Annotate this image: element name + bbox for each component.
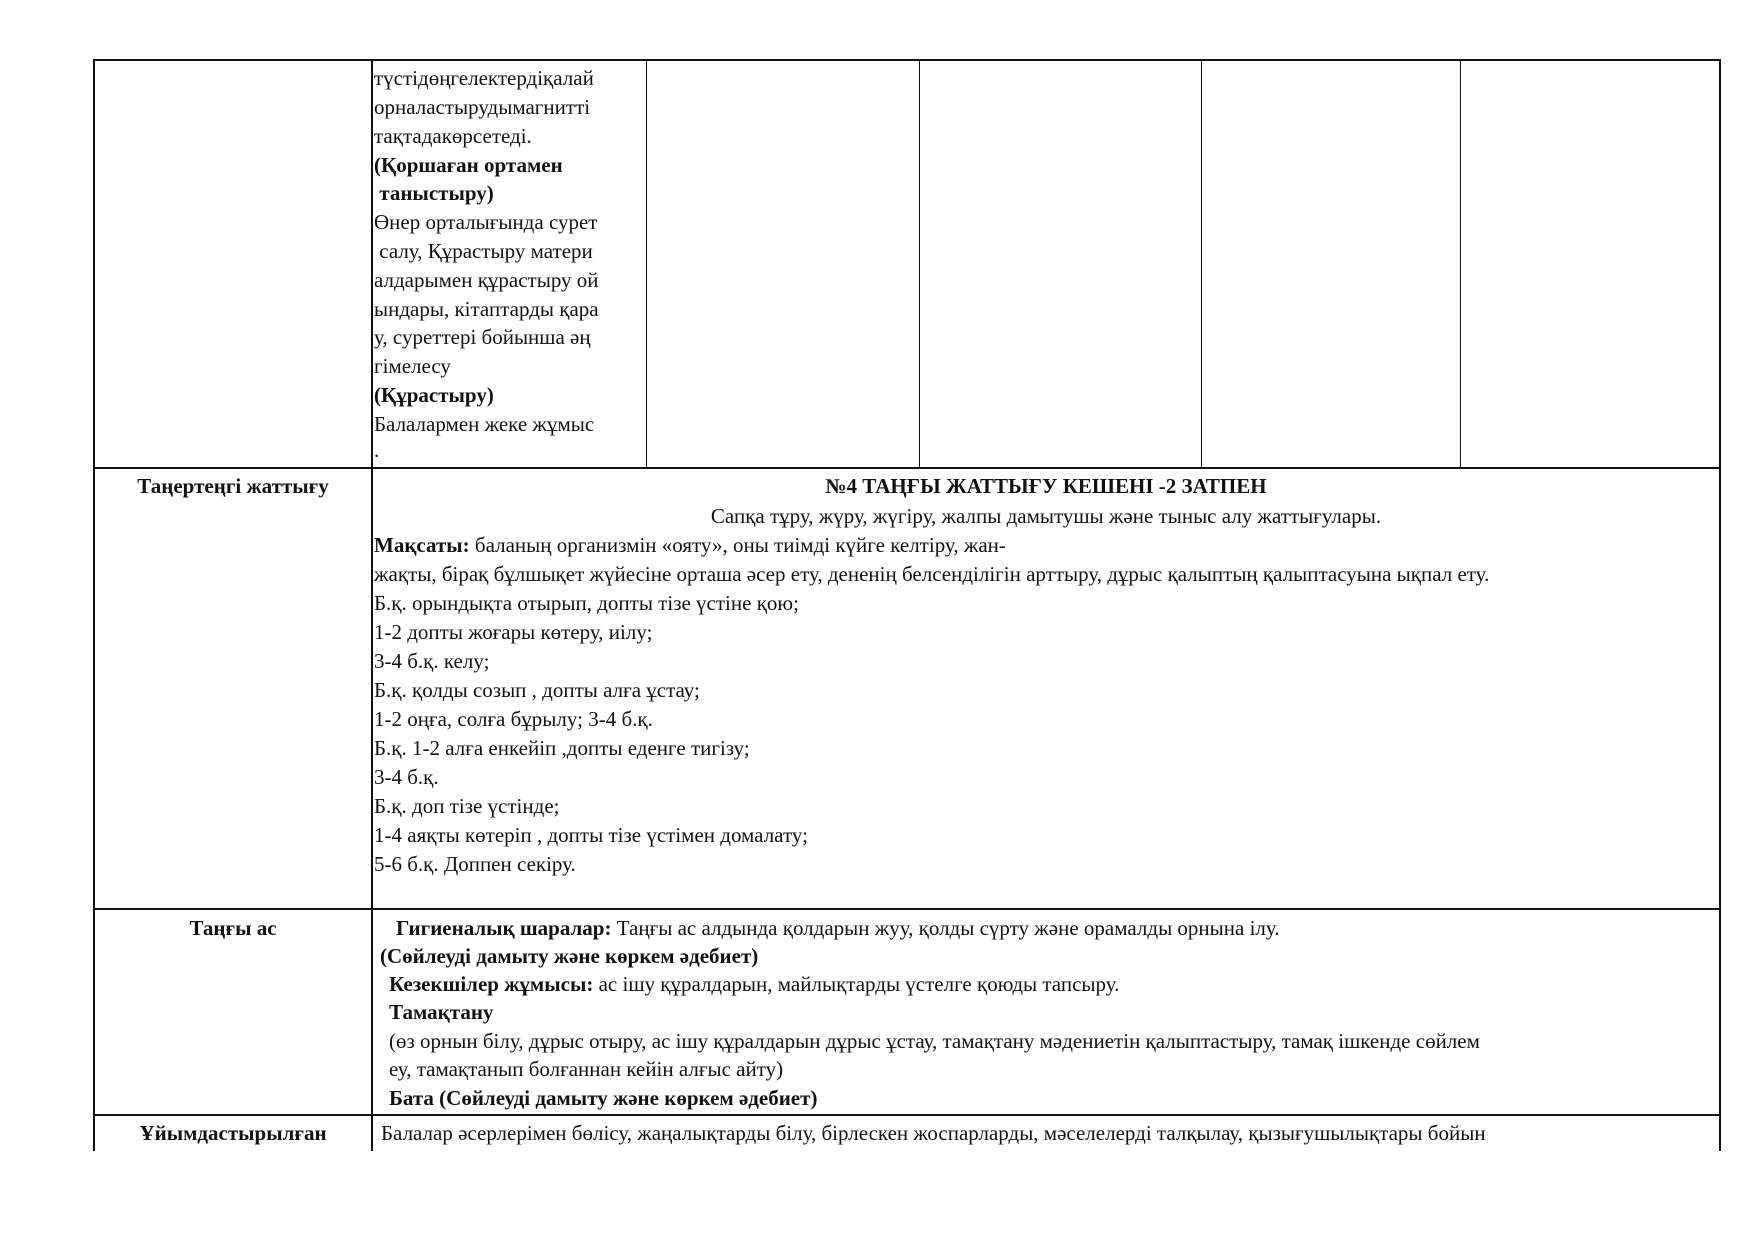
duty-text: ас ішу құралдарын, майлықтарды үстелге қоюды тапсыру. (593, 972, 1120, 996)
row1-line: алдарымен құрастыру ой (374, 268, 599, 292)
row3-eating-line1: (өз орнын білу, дұрыс отыру, ас ішу құралдарын дұрыс ұстау, тамақтану мәдениетін қалыптастыру, тамақ ішкенде сөйлем (389, 1029, 1480, 1053)
hygiene-label: Гигиеналық шаралар: (396, 916, 612, 940)
row1-line: Өнер орталығында сурет (374, 210, 598, 234)
goal-text: баланың организмін «ояту», оны тиімді күйге келтіру, жан- (469, 533, 1006, 557)
row3-hygiene (396, 914, 1280, 943)
exercise-step: 5-6 б.қ. Доппен секіру. (374, 852, 576, 876)
exercise-step: 3-4 б.қ. (374, 765, 439, 789)
row1-heading: (Қоршаған ортамен (374, 153, 563, 177)
row2-label: Таңертеңгі жаттығу (137, 474, 329, 498)
row3-eating-line2: еу, тамақтанып болғаннан кейін алғыс айту) (389, 1057, 784, 1081)
duty-label: Кезекшілер жұмысы: (389, 972, 594, 996)
hygiene-text: Таңғы ас алдында қолдарын жуу, қолды сүрту және орамалды орнына ілу. (611, 916, 1280, 940)
exercise-step: Б.қ. орындықта отырып, допты тізе үстіне қою; (374, 591, 799, 615)
table-top-border (93, 59, 1721, 61)
exercise-step: Б.қ. қолды созып , допты алға ұстау; (374, 678, 700, 702)
label-column-divider (371, 59, 373, 1151)
row1-line: ындары, кітаптарды қара (374, 297, 599, 321)
row1-line: түстідөңгелектердіқалай (374, 66, 594, 90)
row1-line: Балалармен жеке жұмыс (374, 412, 595, 436)
row3-label: Таңғы ас (189, 916, 277, 940)
row-divider-2 (93, 908, 1721, 910)
row1-line: . (374, 438, 380, 462)
row1-col-divider-2 (919, 59, 920, 468)
row1-heading: таныстыру) (374, 181, 494, 205)
exercise-step: 1-4 аяқты көтеріп , допты тізе үстімен домалату; (374, 823, 808, 847)
row2-goal-line2: жақты, бірақ бұлшықет жүйесіне орташа әсер ету, дененің белсенділігін арттыру, дұрыс қалыптың қалыптасуына ықпал ету. (374, 562, 1490, 586)
table-left-border (93, 59, 95, 1151)
exercise-step: 1-2 оңға, солға бұрылу; 3-4 б.қ. (374, 707, 653, 731)
table-right-border (1719, 59, 1721, 1151)
row1-col-divider-3 (1201, 59, 1202, 468)
row-divider-3 (93, 1114, 1721, 1116)
exercise-step: 3-4 б.қ. келу; (374, 649, 490, 673)
exercise-step: Б.қ. 1-2 алға енкейіп ,допты еденге тигізу; (374, 736, 750, 760)
exercise-step: Б.қ. доп тізе үстінде; (374, 794, 560, 818)
row-divider-1 (93, 467, 1721, 469)
row1-line: у, суреттері бойынша әң (374, 325, 591, 349)
row3-eating-label: Тамақтану (389, 1000, 494, 1024)
row4-label: Ұйымдастырылған (139, 1121, 327, 1145)
row3-speech: (Сөйлеуді дамыту және көркем әдебиет) (380, 944, 759, 968)
row1-line: гімелесу (374, 354, 451, 378)
row1-col-divider-1 (646, 59, 647, 468)
row2-subtitle: Сапқа тұру, жүру, жүгіру, жалпы дамытушы және тыныс алу жаттығулары. (710, 504, 1382, 528)
goal-label: Мақсаты: (374, 533, 470, 557)
row3-duty (389, 970, 1119, 999)
row1-heading: (Құрастыру) (374, 383, 494, 407)
row1-col-divider-4 (1460, 59, 1461, 468)
row1-line: орналастырудымагнитті (374, 95, 591, 119)
exercise-step: 1-2 допты жоғары көтеру, иілу; (374, 620, 653, 644)
row1-line: салу, Құрастыру матери (374, 239, 593, 263)
row3-bata: Бата (Сөйлеуді дамыту және көркем әдебиет) (389, 1086, 818, 1110)
row2-title: №4 ТАҢҒЫ ЖАТТЫҒУ КЕШЕНІ -2 ЗАТПЕН (825, 474, 1267, 498)
row4-text: Балалар әсерлерімен бөлісу, жаңалықтарды білу, бірлескен жоспарларды, мәселелерді талқылау, қызығушылықтары бойын (381, 1121, 1486, 1145)
row1-line: тақтадакөрсетеді. (374, 124, 532, 148)
row2-goal (374, 531, 1006, 560)
